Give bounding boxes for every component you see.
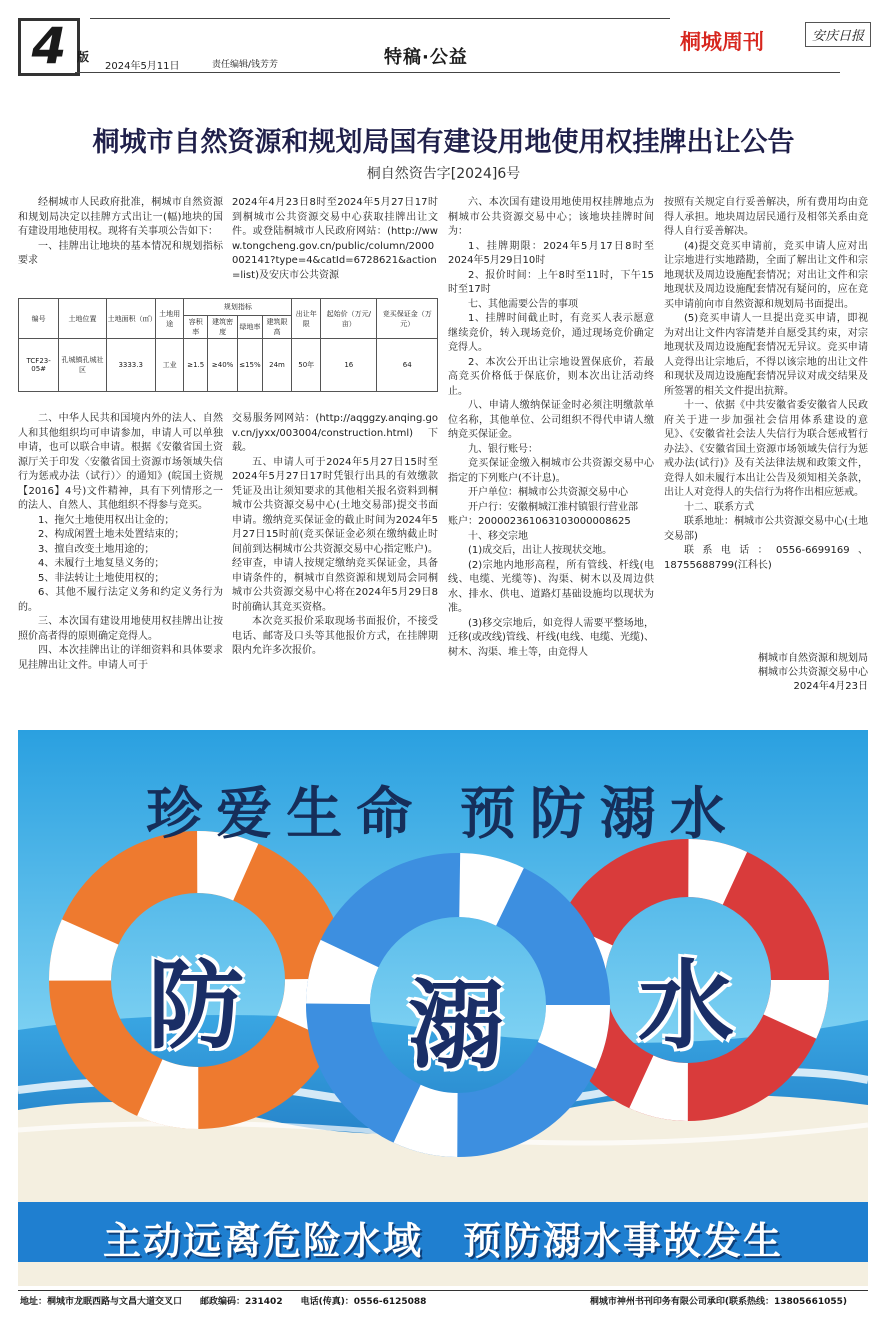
th-plan: 规划指标: [184, 299, 292, 316]
issue-date: 2024年5月11日: [105, 61, 180, 72]
paragraph: 竞买保证金缴入桐城市公共资源交易中心指定的下列账户(不计息)。: [448, 458, 654, 484]
weekly-logo: 桐城周刊: [680, 29, 764, 54]
account-number: 账户：200002361063103000008625: [448, 516, 631, 527]
drowning-prevention-poster: [18, 730, 868, 1286]
paragraph: 2024年4月23日8时至2024年5月27日17时到桐城市公共资源交易中心获取挂牌出让文件。或登陆桐城市人民政府网站：(http://www.tongcheng.gov.cn/public/column/2000002141?type=4&catId=6728621&action=list)及安庆市公共资源: [232, 197, 438, 281]
land-table: [18, 298, 438, 392]
table-cell: ≥40%: [207, 339, 237, 392]
header-rule-bottom: [75, 72, 840, 73]
paragraph: (3)移交宗地后，如竞得人需要平整场地，迁移(或改线)管线、杆线(电线、电缆、光缆)、树木、沟渠、堆土等，由竞得人: [448, 617, 654, 658]
th-location: 土地位置: [59, 299, 106, 339]
big-char-1: 防: [148, 950, 244, 1062]
paragraph: 2、报价时间：上午8时至11时，下午15时至17时: [448, 269, 654, 295]
footer-printer: 桐城市神州书刊印务有限公司承印(联系热线：13805661055): [589, 1297, 847, 1307]
col1-top: [18, 196, 223, 269]
paragraph: 2、构成闲置土地未处置结束的；: [38, 529, 185, 540]
table-row: [19, 339, 438, 392]
th-term: 出让年限: [292, 299, 321, 339]
paragraph: 八、申请人缴纳保证金时必须注明缴款单位名称，其他单位、公司组织不得代申请人缴纳竞买保证金。: [448, 400, 654, 440]
ban-label: 版: [77, 50, 90, 64]
table-cell: 64: [377, 339, 438, 392]
big-char-3: 水: [638, 950, 734, 1062]
article-title: 桐城市自然资源和规划局国有建设用地使用权挂牌出让公告: [92, 127, 795, 158]
th-density: 建筑密度: [207, 316, 237, 339]
col3: [448, 196, 654, 660]
table-cell: 工业: [155, 339, 184, 392]
paragraph: 一、挂牌出让地块的基本情况和规划指标要求: [18, 240, 223, 266]
paragraph: 1、拖欠土地使用权出让金的；: [38, 514, 175, 526]
paragraph: (4)提交竞买申请前，竞买申请人应对出让宗地进行实地踏勘，全面了解出让文件和宗地现状及周边设施配套情况；对出让文件和宗地现状及周边设施配套情况有疑问的，应在竞买申请前向市自然资源和规划局书面提出。: [664, 240, 868, 310]
paragraph: (2)宗地内地形高程，所有管线、杆线(电线、电缆、光缆等)、沟渠、树木以及周边供水、排水、供电、道路灯基础设施均以现状为准。: [448, 559, 654, 614]
page-number: 4: [18, 18, 80, 76]
col1-bottom: [18, 412, 223, 673]
poster-bottom-slogan: 主动远离危险水域 预防溺水事故发生: [102, 1219, 783, 1263]
table-cell: ≥1.5: [184, 339, 208, 392]
paragraph: 十、移交宗地: [468, 530, 528, 542]
paragraph: 七、其他需要公告的事项: [468, 298, 578, 310]
th-area: 土地面积（㎡）: [106, 299, 155, 339]
th-use: 土地用途: [155, 299, 184, 339]
paragraph: 联系电话：0556-6699169、18755688799(江科长): [664, 545, 868, 571]
paragraph: 经桐城市人民政府批准，桐城市自然资源和规划局决定以挂牌方式出让一(幅)地块的国有建设用地使用权。现将有关事项公告如下：: [18, 197, 223, 237]
section-name: 特稿·公益: [384, 47, 468, 68]
paragraph: 五、申请人可于2024年5月27日15时至2024年5月27日17时凭银行出具的有效缴款凭证及出让须知要求的其他相关报名资料到桐城市公共资源交易中心(土地交易部)提交书面申请。缴纳竞买保证金的截止时间为2024年5月27日15时前(竞买保证金必须在缴纳截止时间前到达桐城市公共资源交易中心指定账户)。经审查，申请人按规定缴纳竞买保证金，具备申请条件的，桐城市自然资源和规划局会同桐城市公共资源交易中心将在2024年5月29日8时前确认其竞买资格。: [232, 456, 438, 613]
col2-top: [232, 196, 438, 283]
paragraph: 十二、联系方式: [684, 501, 754, 513]
signature-org1: 桐城市自然资源和规划局: [758, 653, 868, 664]
table-cell: 24m: [262, 339, 292, 392]
th-height: 建筑限高: [262, 316, 292, 339]
table-cell: TCF23-05#: [19, 339, 59, 392]
signature-date: 2024年4月23日: [793, 681, 868, 692]
th-far: 容积率: [184, 316, 208, 339]
paragraph: 交易服务网网站：(http://aqggzy.anqing.gov.cn/jyxx/003004/construction.html)下载。: [232, 413, 438, 453]
paragraph: 6、其他不履行法定义务和约定义务行为的。: [18, 587, 223, 613]
paragraph: 三、本次国有建设用地使用权挂牌出让按照价高者得的原则确定竞得人。: [18, 616, 223, 642]
paragraph: 本次竞买报价采取现场书面报价，不接受电话、邮寄及口头等其他报价方式，在挂牌期限内允许多次报价。: [232, 616, 438, 656]
paragraph: (5)竞买申请人一旦提出竞买申请，即视为对出让文件内容清楚并自愿受其约束，对宗地现状及周边设施配套情况无异议。竞买申请人竞得出让宗地后，不得以该宗地的出让文件和现状及周边设施配套情况异议对成交结果及所签署的相关文件提出抗辩。: [664, 313, 868, 397]
col2-bottom: [232, 412, 438, 659]
paragraph: 1、挂牌期限：2024年5月17日8时至2024年5月29日10时: [448, 240, 654, 266]
th-green: 绿地率: [238, 316, 262, 339]
signature: [664, 652, 868, 694]
table-cell: 16: [321, 339, 377, 392]
paragraph: 四、本次挂牌出让的详细资料和具体要求见挂牌出让文件。申请人可于: [18, 645, 223, 671]
paragraph: 联系地址：桐城市公共资源交易中心(土地交易部): [664, 516, 868, 542]
th-start-price: 起始价（万元/亩）: [321, 299, 377, 339]
editor: 责任编辑/钱芳芳: [212, 60, 279, 70]
signature-org2: 桐城市公共资源交易中心: [758, 667, 868, 678]
paragraph: (1)成交后，出让人按现状交地。: [468, 545, 613, 556]
paragraph: 九、银行账号：: [468, 443, 538, 455]
table-cell: ≤15%: [238, 339, 262, 392]
paragraph: 5、非法转让土地使用权的；: [38, 572, 165, 584]
paragraph: 开户行：安徽桐城江淮村镇银行营业部: [468, 501, 638, 513]
table-cell: 孔城镇孔城社区: [59, 339, 106, 392]
paragraph: 六、本次国有建设用地使用权挂牌地点为桐城市公共资源交易中心；该地块挂牌时间为：: [448, 197, 654, 237]
paragraph: 4、未履行土地复垦义务的；: [38, 558, 165, 569]
big-char-2: 溺: [408, 970, 504, 1082]
th-deposit: 竞买保证金（万元）: [377, 299, 438, 339]
table-cell: 3333.3: [106, 339, 155, 392]
col4: [664, 196, 868, 573]
paragraph: 二、中华人民共和国境内外的法人、自然人和其他组织均可申请参加，申请人可以单独申请，也可以联合申请。根据《安徽省国土资源厅关于印发〈安徽省国土资源市场领域失信行为惩戒办法（试行）〉的通知》(皖国土资规【2016】4号)文件精神，具有下列情形之一的法人、自然人、其他组织不得参与竞买。: [18, 413, 223, 511]
header-rule-top: [90, 18, 670, 19]
paper-logo: 安庆日报: [805, 22, 871, 47]
poster-slogan: 珍爱生命 预防溺水: [146, 781, 740, 847]
paragraph: 按照有关规定自行妥善解决，所有费用均由竞得人承担。地块周边居民通行及相邻关系由竞得人自行妥善解决。: [664, 197, 868, 237]
paragraph: 1、挂牌时间截止时，有竞买人表示愿意继续竞价，转入现场竞价，通过现场竞价确定竞得人。: [448, 313, 654, 353]
footer-address: 地址：桐城市龙眠西路与文昌大道交叉口 邮政编码：231402 电话(传真)：0556-6125088: [20, 1297, 427, 1307]
th-id: 编号: [19, 299, 59, 339]
footer-rule: [18, 1290, 868, 1291]
table-cell: 50年: [292, 339, 321, 392]
paragraph: 3、擅自改变土地用途的；: [38, 543, 155, 555]
paragraph: 十一、依据《中共安徽省委安徽省人民政府关于进一步加强社会信用体系建设的意见》、《安徽省社会法人失信行为联合惩戒暂行办法》、《安徽省国土资源市场领域失信行为惩戒办法(试行)》及有关法律法规和政策文件，竞得人如未履行本出让公告及须知相关条款，出让人对竞得人的失信行为将作出相应惩戒。: [664, 400, 868, 498]
paragraph: 开户单位：桐城市公共资源交易中心: [468, 487, 628, 498]
doc-number: 桐自然资告字[2024]6号: [366, 166, 521, 182]
paragraph: 2、本次公开出让宗地设置保底价，若最高竞买价格低于保底价，则本次出让活动终止。: [448, 356, 654, 397]
